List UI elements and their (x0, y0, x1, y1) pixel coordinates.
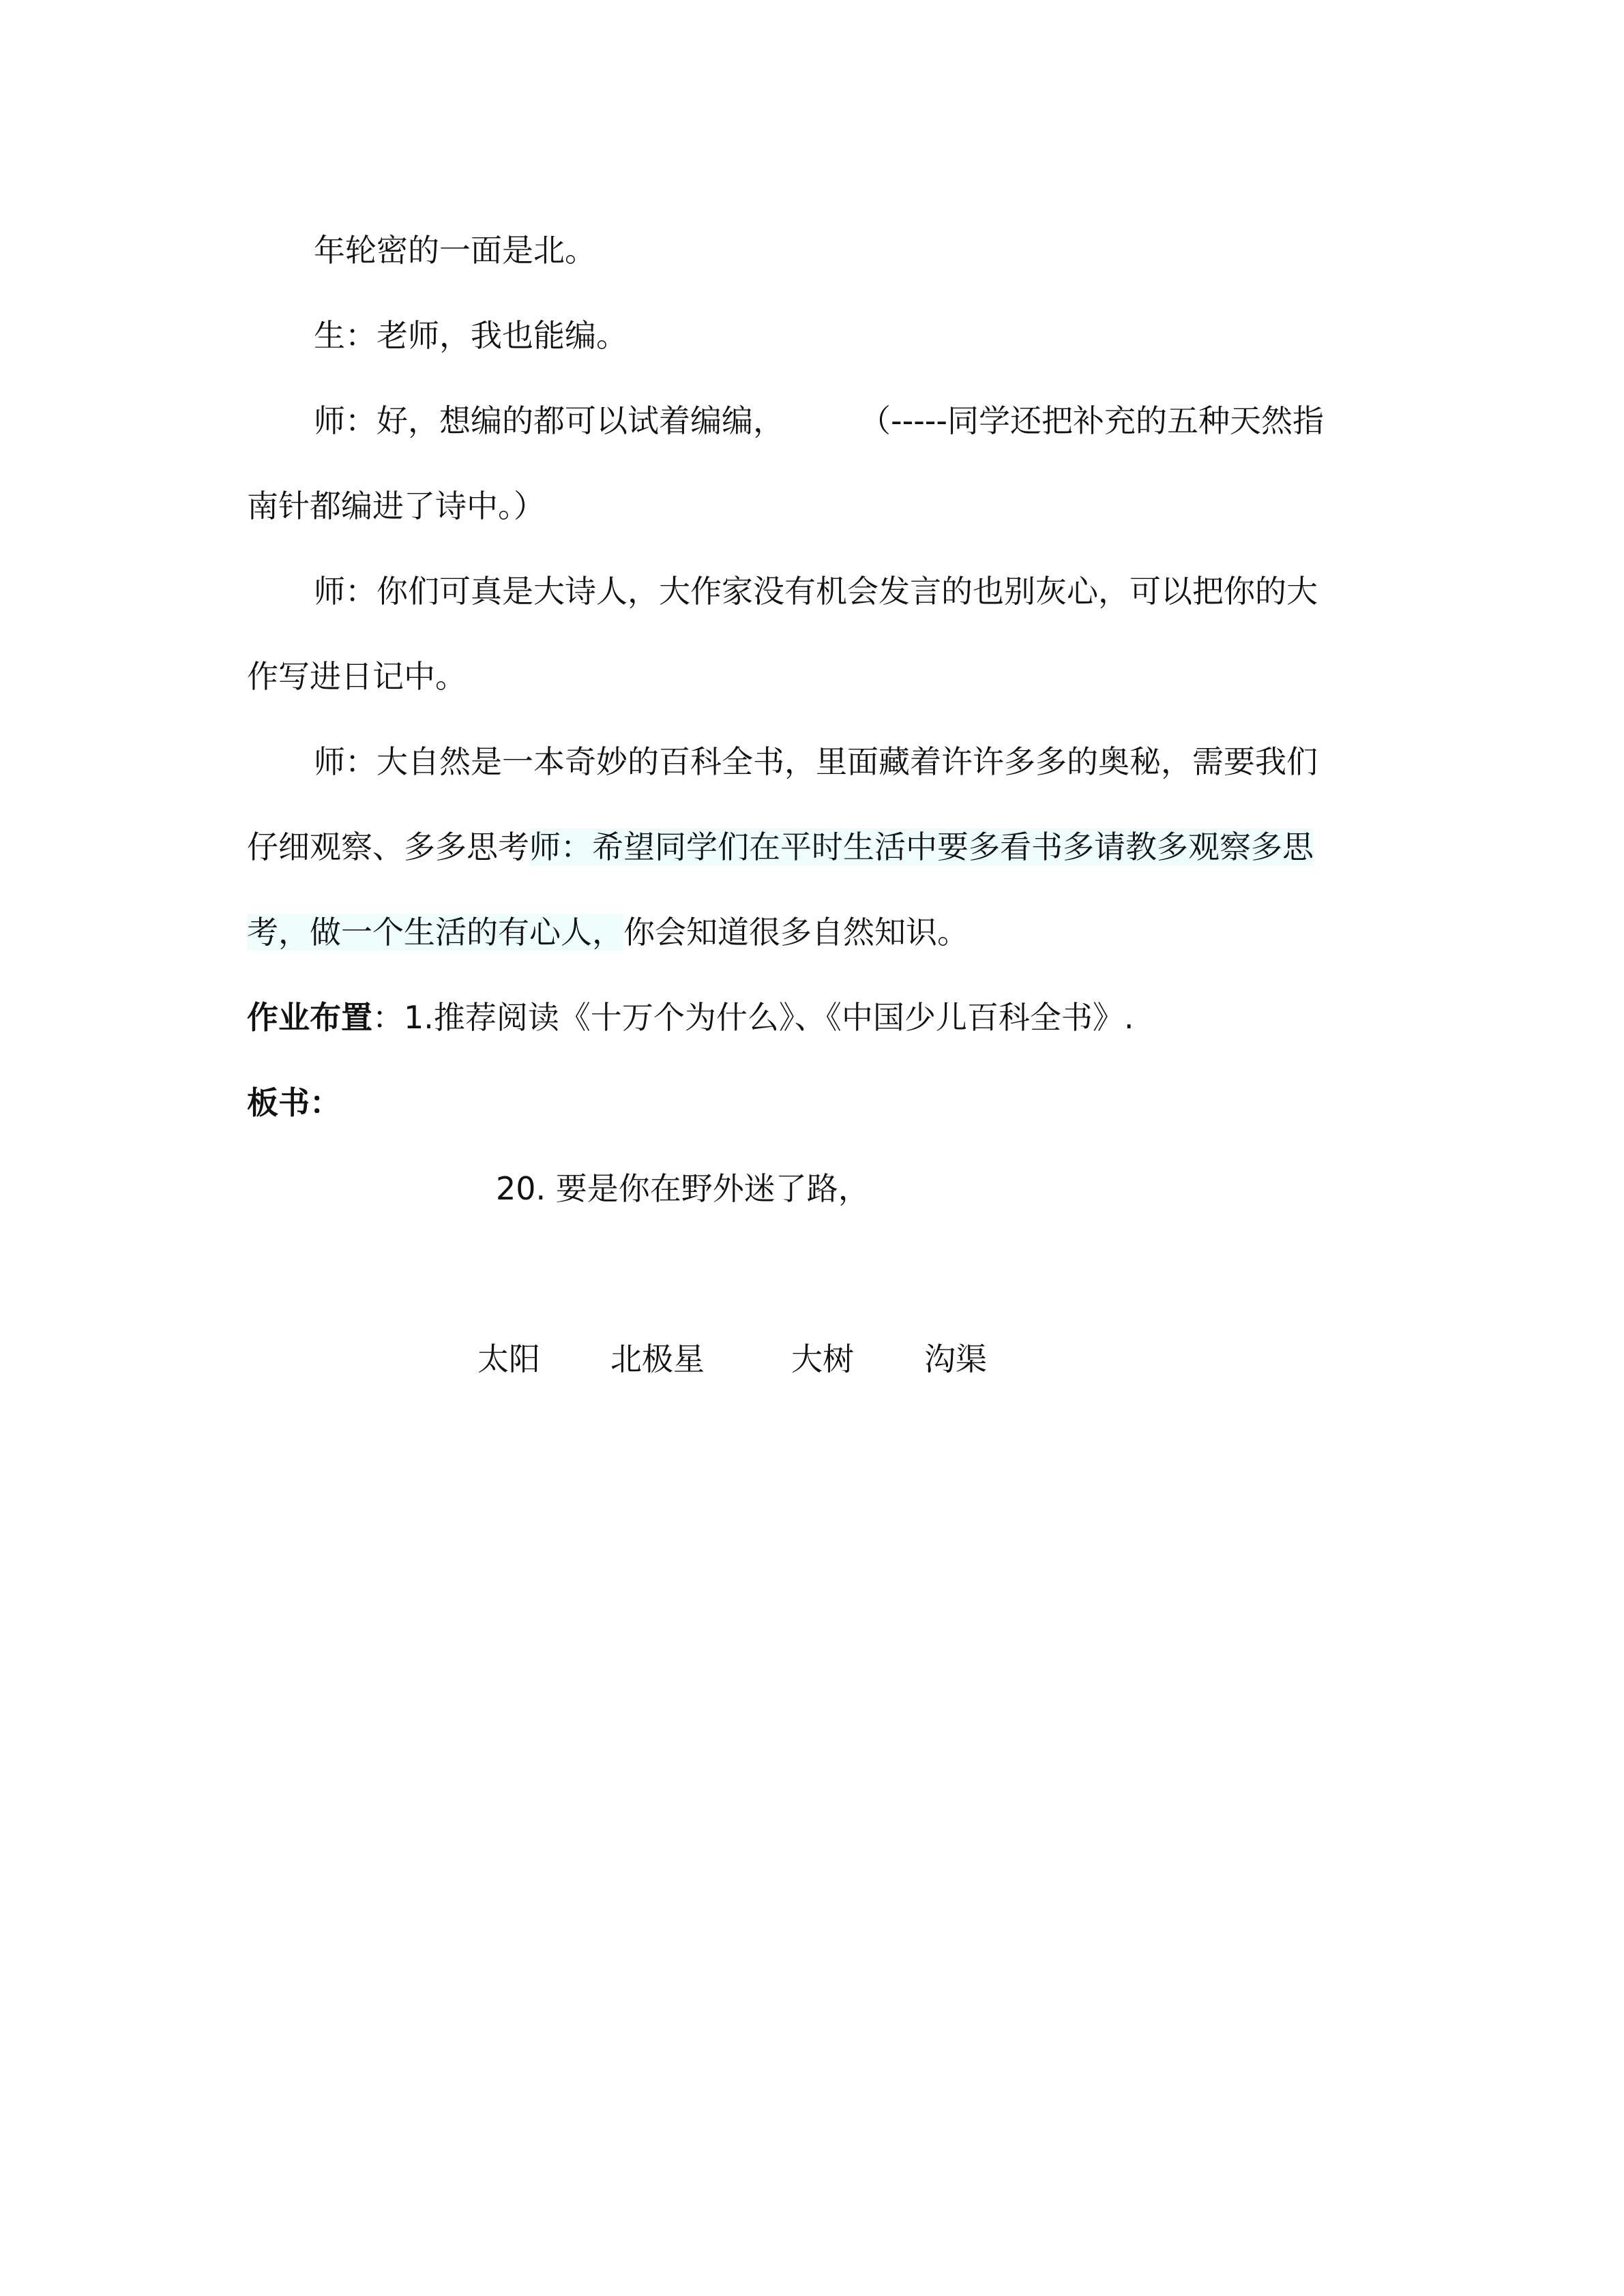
paragraph-text: 你会知道很多自然知识。 (623, 914, 969, 951)
blackboard-line (247, 1060, 1379, 1146)
document-body (247, 208, 1379, 1146)
paragraph-text: 南针都编进了诗中。） (247, 488, 545, 524)
blackboard-item-ditch: 沟渠 (924, 1341, 987, 1377)
blackboard-items (0, 1332, 1624, 1386)
paragraph-line (247, 208, 1379, 293)
paragraph-line (247, 805, 1379, 890)
paragraph-line (247, 293, 1379, 378)
blackboard-item-sun: 太阳 (477, 1341, 540, 1377)
paragraph-text: 仔细观察、多多思考 (247, 829, 529, 865)
blackboard-label: 板书： (247, 1084, 341, 1121)
paragraph-text: 年轮密的一面是北。 (314, 232, 596, 269)
homework-text: ：1.推荐阅读《十万个为什么》、《中国少儿百科全书》. (372, 999, 1134, 1036)
paragraph-line (247, 378, 1379, 464)
blackboard-item-tree: 大树 (791, 1341, 854, 1377)
blackboard-item-polaris: 北极星 (610, 1341, 705, 1377)
paragraph-line (247, 719, 1379, 805)
highlighted-text: 师：希望同学们在平时生活中要多看书多请教多观察多思 (529, 829, 1314, 865)
paragraph-text: 生：老师，我也能编。 (314, 317, 628, 354)
blackboard-title: 20. 要是你在野外迷了路， (496, 1170, 870, 1207)
paragraph-line (247, 634, 1379, 719)
homework-label: 作业布置 (247, 999, 372, 1036)
paragraph-text: （-----同学还把补充的五种天然指 (859, 402, 1324, 439)
paragraph-line (247, 549, 1379, 634)
paragraph-text: 师：大自然是一本奇妙的百科全书，里面藏着许许多多的奥秘，需要我们 (314, 743, 1318, 780)
homework-line (247, 975, 1379, 1060)
paragraph-text: 作写进日记中。 (247, 658, 467, 695)
paragraph-text: 师：好，想编的都可以试着编编， (314, 402, 784, 439)
paragraph-text: 师：你们可真是大诗人，大作家没有机会发言的也别灰心，可以把你的大 (314, 573, 1318, 610)
paragraph-line (247, 464, 1379, 549)
highlighted-text: 考，做一个生活的有心人， (247, 914, 623, 951)
paragraph-line (247, 890, 1379, 975)
